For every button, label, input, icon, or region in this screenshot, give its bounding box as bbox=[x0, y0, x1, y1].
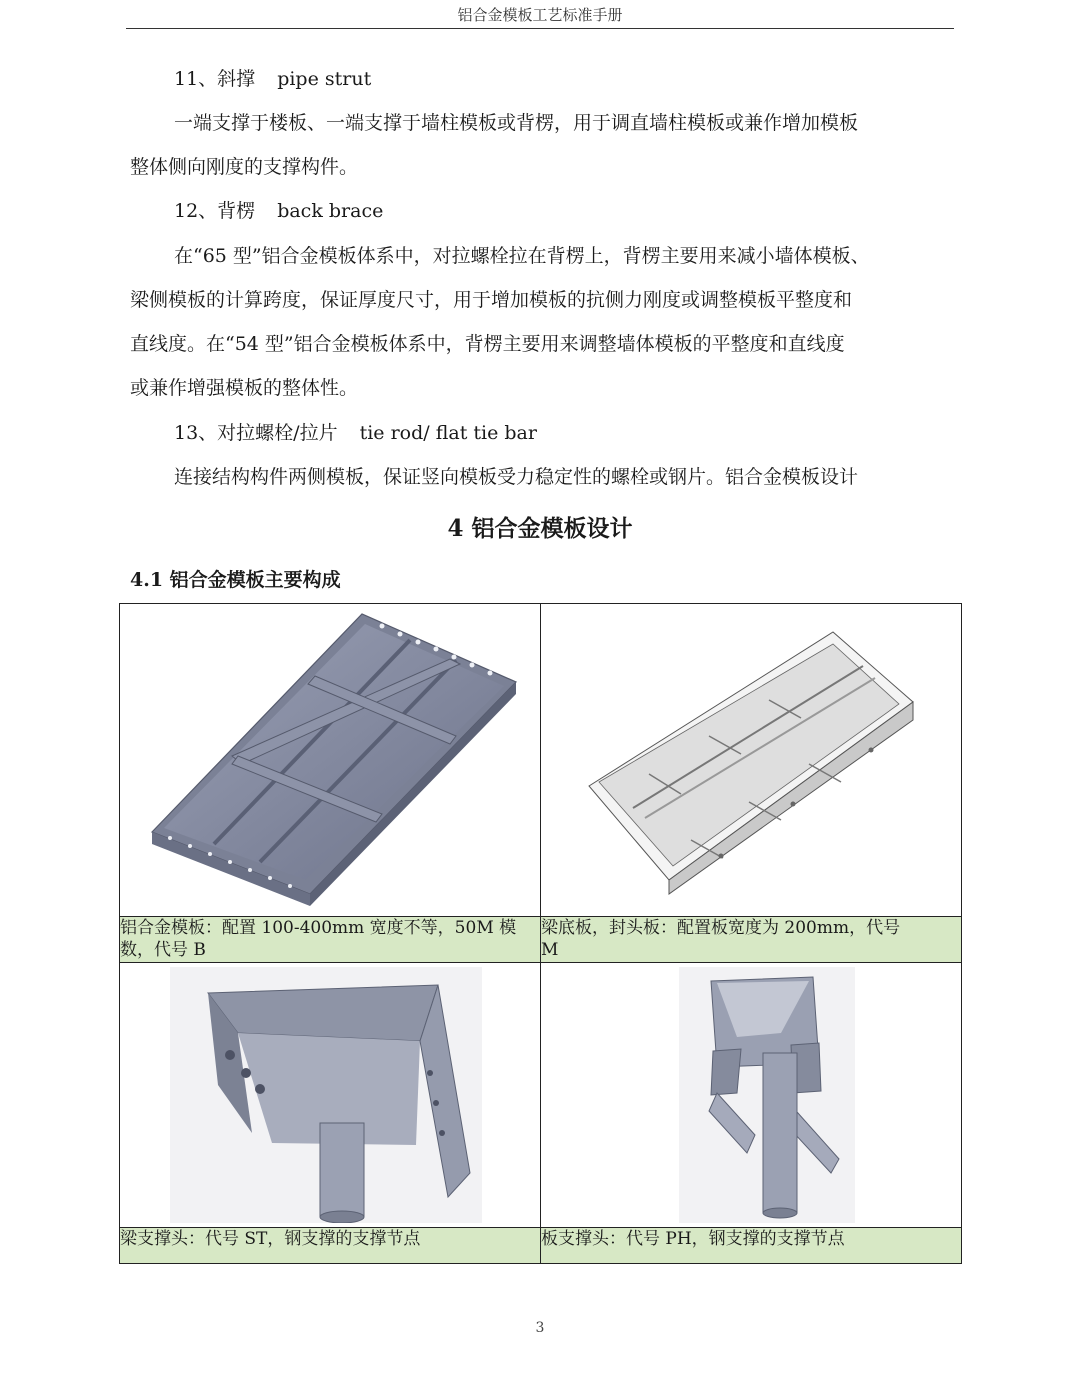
caption-beam-bottom-panel-line-1: 梁底板，封头板：配置板宽度为 200mm，代号 bbox=[541, 918, 901, 939]
figure-cell-formwork-panel bbox=[120, 604, 541, 917]
caption-slab-support-head: 板支撑头：代号 PH，钢支撑的支撑节点 bbox=[541, 1228, 962, 1264]
caption-formwork-panel-line-2: 数，代号 B bbox=[120, 940, 206, 961]
item-13-heading-number: 13、对拉螺栓/拉片 bbox=[174, 422, 338, 444]
running-header: 铝合金模板工艺标准手册 bbox=[126, 0, 954, 29]
slab-support-head-illustration bbox=[541, 963, 956, 1223]
item-12-heading bbox=[174, 199, 996, 223]
item-12-heading-english: back brace bbox=[277, 200, 384, 222]
beam-support-head-illustration bbox=[120, 963, 545, 1223]
item-12-heading-number: 12、背楞 bbox=[174, 200, 256, 222]
caption-beam-bottom-panel bbox=[541, 917, 962, 963]
formwork-panel-illustration bbox=[120, 604, 545, 910]
caption-formwork-panel-line-1: 铝合金模板：配置 100-400mm 宽度不等，50M 模 bbox=[120, 918, 517, 939]
item-12-body-line-1: 在“65 型”铝合金模板体系中，对拉螺栓拉在背楞上，背楞主要用来减小墙体模板、 bbox=[174, 245, 870, 267]
item-12-body-line-4: 或兼作增强模板的整体性。 bbox=[130, 377, 359, 399]
item-11-body-line-2: 整体侧向刚度的支撑构件。 bbox=[130, 156, 359, 178]
item-12-body-line-2: 梁侧模板的计算跨度，保证厚度尺寸，用于增加模板的抗侧力刚度或调整模板平整度和 bbox=[130, 289, 853, 311]
item-13-heading-english: tie rod/ flat tie bar bbox=[359, 422, 537, 444]
beam-bottom-panel-illustration bbox=[541, 604, 956, 910]
figure-cell-beam-bottom-panel bbox=[541, 604, 962, 917]
item-13-body-line-1: 连接结构构件两侧模板，保证竖向模板受力稳定性的螺栓或钢片。铝合金模板设计 bbox=[174, 466, 859, 488]
caption-formwork-panel bbox=[120, 917, 541, 963]
page-number: 3 bbox=[535, 1320, 545, 1336]
item-11-heading bbox=[174, 67, 996, 91]
item-11-heading-english: pipe strut bbox=[277, 68, 372, 90]
section-title: 4.1 铝合金模板主要构成 bbox=[130, 569, 341, 591]
item-13-heading bbox=[174, 421, 996, 445]
item-11-body-line-1: 一端支撑于楼板、一端支撑于墙柱模板或背楞，用于调直墙柱模板或兼作增加模板 bbox=[174, 112, 859, 134]
chapter-title: 4 铝合金模板设计 bbox=[447, 515, 633, 542]
caption-beam-support-head: 梁支撑头：代号 ST，钢支撑的支撑节点 bbox=[120, 1228, 541, 1264]
item-12-body-line-3: 直线度。在“54 型”铝合金模板体系中，背楞主要用来调整墙体模板的平整度和直线度 bbox=[130, 333, 845, 355]
item-11-heading-number: 11、斜撑 bbox=[174, 68, 256, 90]
figure-cell-slab-support-head bbox=[541, 962, 962, 1227]
figure-cell-beam-support-head bbox=[120, 962, 541, 1227]
caption-beam-bottom-panel-line-2: M bbox=[541, 940, 559, 961]
component-figure-table bbox=[119, 603, 962, 1264]
